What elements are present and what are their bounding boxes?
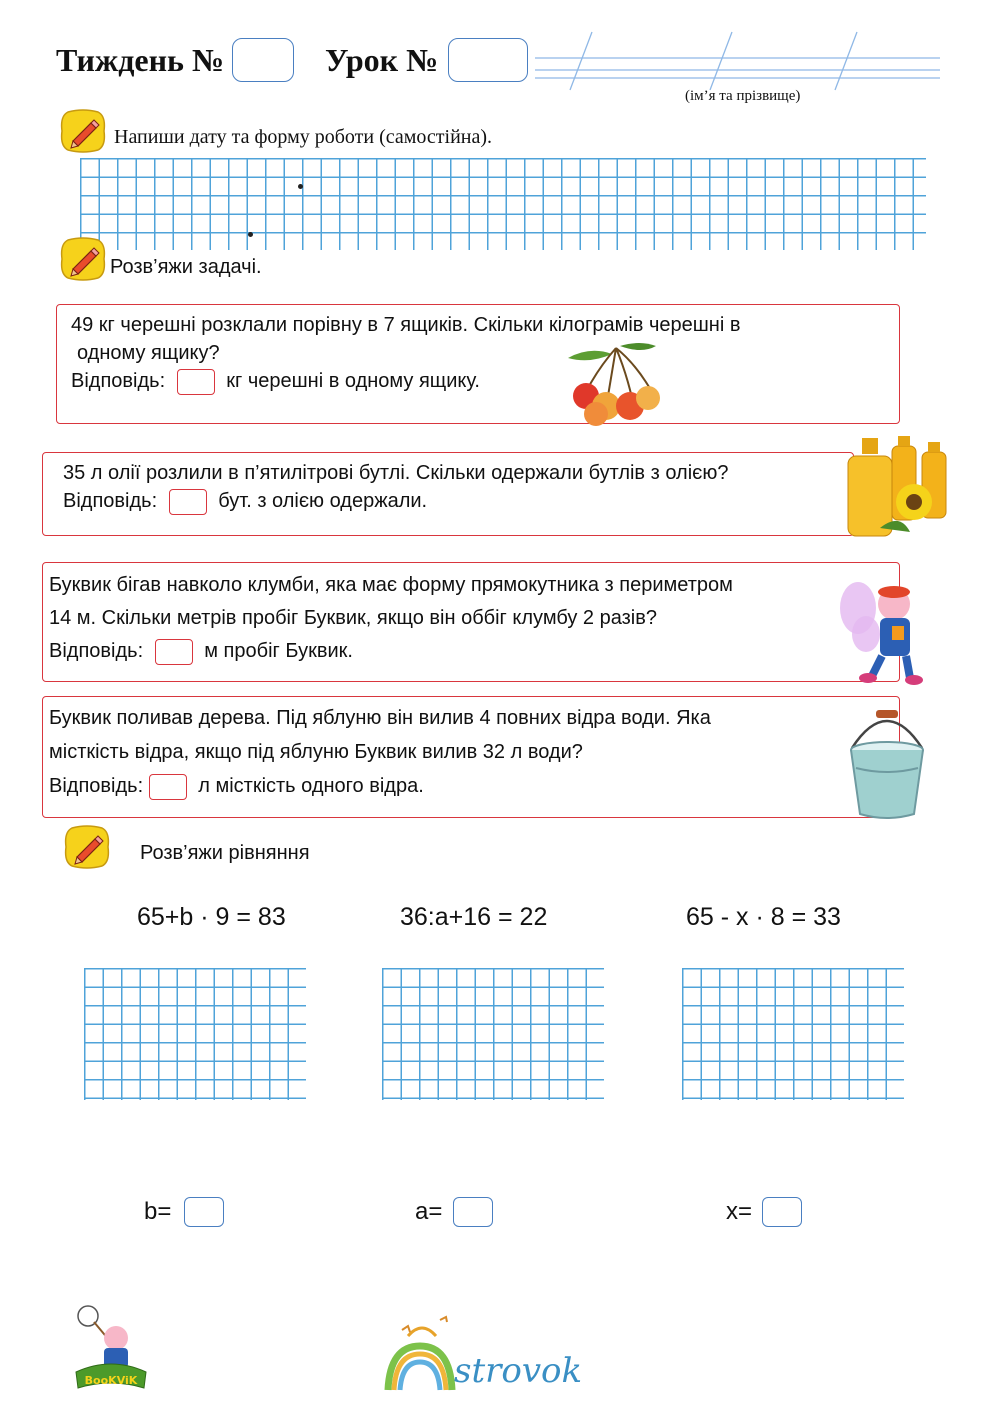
task-4-answer-input[interactable]	[149, 774, 187, 800]
grid-dot	[298, 184, 303, 189]
result-label-b: b=	[144, 1198, 172, 1225]
task-box-3	[42, 562, 900, 682]
lesson-number-input[interactable]	[448, 38, 528, 82]
task-box-4	[42, 696, 900, 818]
result-input-b[interactable]	[184, 1197, 224, 1227]
workspace-grid-a[interactable]	[382, 968, 604, 1100]
pencil-icon	[60, 236, 106, 282]
task-3-answer-row	[49, 635, 733, 668]
result-input-a[interactable]	[453, 1197, 493, 1227]
pencil-icon	[60, 108, 106, 154]
result-input-x[interactable]	[762, 1197, 802, 1227]
bookvik-logo-text: BooKViK	[84, 1374, 138, 1387]
pencil-icon	[64, 824, 110, 870]
workspace-grid-x[interactable]	[682, 968, 904, 1100]
ostrovok-logo-icon	[380, 1306, 600, 1396]
task-4-line1: Буквик поливав дерева. Під яблуню він вилив 4 повних відра води. Яка	[49, 707, 711, 729]
oil-bottles-icon	[840, 432, 952, 540]
name-hint: (ім’я та прізвище)	[685, 88, 801, 104]
grid-dot	[248, 232, 253, 237]
section2-instruction: Розв’яжи задачі.	[110, 256, 262, 278]
equation-b: 65+b · 9 = 83	[137, 903, 286, 931]
week-label: Тиждень №	[56, 42, 225, 78]
answer-suffix: м пробіг Буквик.	[204, 640, 353, 662]
bukvyk-character-icon	[836, 578, 936, 688]
result-label-a: a=	[415, 1198, 443, 1225]
task-box-1	[56, 304, 900, 424]
task-1-answer-input[interactable]	[177, 369, 215, 395]
answer-prefix: Відповідь:	[49, 775, 144, 797]
bookvik-logo-icon	[66, 1302, 156, 1392]
lesson-label: Урок №	[325, 42, 439, 78]
task-3-answer-input[interactable]	[155, 639, 193, 665]
date-writing-grid[interactable]	[80, 158, 926, 250]
bucket-icon	[844, 704, 930, 822]
answer-prefix: Відповідь:	[63, 490, 158, 512]
task-2-line1: 35 л олії розлили в п’ятилітрові бутлі. Скільки одержали бутлів з олією?	[63, 462, 729, 484]
ostrovok-logo-text: strovok	[454, 1351, 583, 1391]
answer-prefix: Відповідь:	[71, 370, 166, 392]
answer-suffix: л місткість одного відра.	[198, 775, 424, 797]
task-1-line1: 49 кг черешні розклали порівну в 7 ящиків. Скільки кілограмів черешні в	[71, 314, 741, 336]
equation-a: 36:a+16 = 22	[400, 903, 548, 931]
equation-x: 65 - x · 8 = 33	[686, 903, 841, 931]
section3-instruction: Розв’яжи рівняння	[140, 842, 310, 864]
task-3-line1: Буквик бігав навколо клумби, яка має форму прямокутника з периметром	[49, 574, 733, 596]
result-label-x: x=	[726, 1198, 753, 1225]
task-2-answer-row	[63, 487, 728, 515]
section1-instruction: Напиши дату та форму роботи (самостійна).	[114, 126, 493, 148]
task-4-line2: місткість відра, якщо під яблуню Буквик вилив 32 л води?	[49, 741, 583, 763]
task-3-line2: 14 м. Скільки метрів пробіг Буквик, якщо він оббіг клумбу 2 разів?	[49, 607, 657, 629]
task-1-line2: одному ящику?	[77, 342, 220, 364]
workspace-grid-b[interactable]	[84, 968, 306, 1100]
answer-suffix: бут. з олією одержали.	[218, 490, 428, 512]
answer-suffix: кг черешні в одному ящику.	[226, 370, 480, 392]
task-2-answer-input[interactable]	[169, 489, 207, 515]
task-4-answer-row	[49, 769, 711, 803]
cherries-icon	[560, 336, 668, 428]
answer-prefix: Відповідь:	[49, 640, 144, 662]
task-box-2	[42, 452, 854, 536]
week-number-input[interactable]	[232, 38, 294, 82]
